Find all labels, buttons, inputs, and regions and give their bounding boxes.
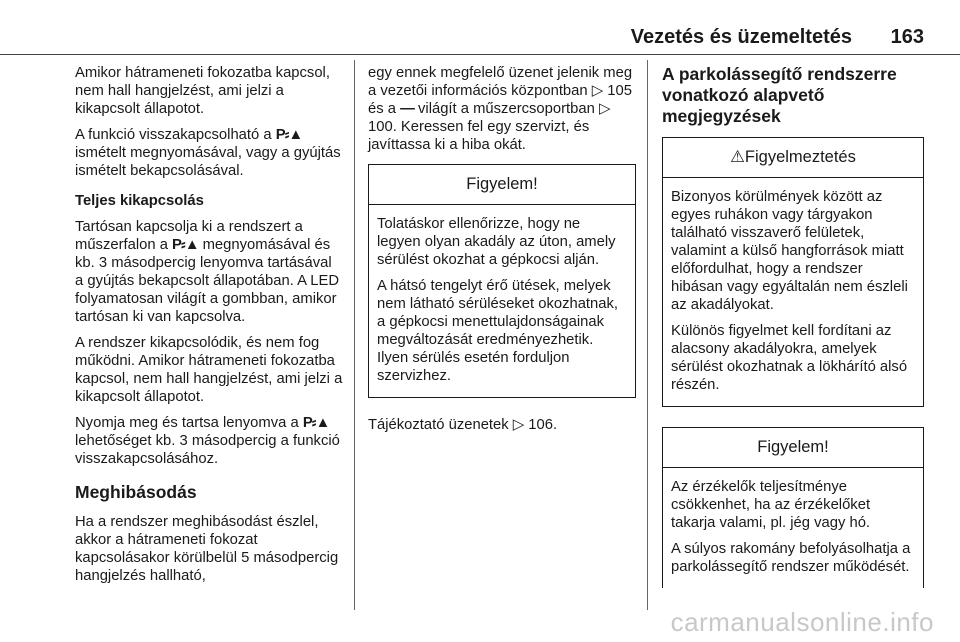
paragraph: Bizonyos körülmények között az egyes ruhákon vagy tárgyakon található visszaverő felületek, valamint a külső hangforrások miatt előfordulhat, hogy a rendszer hibásan vagy egyáltalán nem észleli az akadályokat. xyxy=(671,189,908,313)
paragraph: Különös figyelmet kell fordítani az alacsony akadályokra, amelyek sérülést okozhatnak a lökhárító alsó részén. xyxy=(671,323,908,393)
paragraph: A hátsó tengelyt érő ütések, melyek nem látható sérüléseket okozhatnak, a gépkocsi menettulajdonságainak megváltozását eredményezhetik. Ilyen sérülés esetén forduljon szervizhez. xyxy=(377,278,619,384)
section-title-fault: Meghibásodás xyxy=(75,482,197,502)
notice-box-title: Figyelem! xyxy=(369,165,635,205)
text: Nyomja meg és tartsa lenyomva a xyxy=(75,415,303,431)
column-divider-2 xyxy=(647,60,648,610)
wrench-icon: — xyxy=(400,101,414,117)
paragraph xyxy=(75,218,343,326)
paragraph: A súlyos rakomány befolyásolhatja a parkolássegítő rendszer működését. xyxy=(671,541,911,575)
text: megnyomásával és kb. 3 másodpercig lenyomva tartásával a gyújtás bekapcsolt állapotában. A LED folyamatosan világít a gombban, amikor tartósan ki van kapcsolva. xyxy=(75,237,340,325)
column-3 xyxy=(662,64,924,588)
header-title: Vezetés és üzemeltetés xyxy=(630,26,852,48)
paragraph xyxy=(368,416,636,434)
park-assist-button-icon: P⸗▲ xyxy=(302,415,330,431)
text: világít a műszercsoportban xyxy=(413,101,599,117)
text: . Keressen fel egy szervizt, és javíttassa ki a hiba okát. xyxy=(368,119,590,153)
column-divider-1 xyxy=(354,60,355,610)
warning-icon: ⚠ xyxy=(730,148,745,166)
warning-box xyxy=(662,137,924,407)
text: Tájékoztató üzenetek xyxy=(368,417,513,433)
watermark: carmanualsonline.info xyxy=(670,607,934,637)
page-number: 163 xyxy=(890,26,924,48)
notice-box-title: Figyelem! xyxy=(663,428,923,468)
column-1 xyxy=(75,64,343,593)
warning-box-title xyxy=(663,138,923,178)
text: és a xyxy=(368,101,401,117)
paragraph xyxy=(75,126,343,180)
paragraph: Ha a rendszer meghibásodást észlel, akkor a hátrameneti fokozat kapcsolásakor körülbelül 5 másodpercig hangjelzés hallható, xyxy=(75,514,339,584)
text: lehetőséget kb. 3 másodpercig a funkció visszakapcsolásához. xyxy=(75,433,340,467)
paragraph: Tolatáskor ellenőrizze, hogy ne legyen olyan akadály az úton, amely sérülést okozhat a gépkocsi alján. xyxy=(377,216,616,268)
paragraph xyxy=(368,64,636,154)
page-ref-link[interactable]: 106 xyxy=(528,417,553,433)
text: A funkció visszakapcsolható a xyxy=(75,127,276,143)
text: Tartósan kapcsolja ki a rendszert a műszerfalon a xyxy=(75,219,303,253)
notice-box xyxy=(662,427,924,588)
page-ref-icon: ▷ xyxy=(598,101,611,117)
park-assist-button-icon: P⸗▲ xyxy=(172,237,199,253)
paragraph: Az érzékelők teljesítménye csökkenhet, ha az érzékelőket takarja valami, pl. jég vagy hó. xyxy=(671,479,871,531)
page-ref-icon: ▷ xyxy=(512,417,525,433)
park-assist-button-icon: P⸗▲ xyxy=(275,127,303,143)
warning-box-title-text: Figyelmeztetés xyxy=(744,148,856,166)
page-ref-icon: ▷ xyxy=(591,83,604,99)
notice-box xyxy=(368,164,636,398)
paragraph: A rendszer kikapcsolódik, és nem fog működni. Amikor hátrameneti fokozatba kapcsol, nem hall hangjelzést, ami jelzi a kikapcsolt állapotot. xyxy=(75,335,343,405)
page-ref-link[interactable]: 105 xyxy=(607,83,632,99)
page-ref-link[interactable]: 100 xyxy=(368,119,393,135)
header-rule xyxy=(0,54,960,55)
paragraph xyxy=(75,414,343,468)
column-2 xyxy=(368,64,636,442)
text: egy ennek megfelelő üzenet jelenik meg a vezetői információs központban xyxy=(368,65,633,99)
text: . xyxy=(553,417,558,433)
section-title-basics: A parkolássegítő rendszerre vonatkozó alapvető megjegyzések xyxy=(662,64,897,126)
paragraph: Amikor hátrameneti fokozatba kapcsol, nem hall hangjelzést, ami jelzi a kikapcsolt állapotot. xyxy=(75,65,330,117)
subheading-full-off: Teljes kikapcsolás xyxy=(75,193,204,209)
text: ismételt megnyomásával, vagy a gyújtás ismételt bekapcsolásával. xyxy=(75,145,341,179)
